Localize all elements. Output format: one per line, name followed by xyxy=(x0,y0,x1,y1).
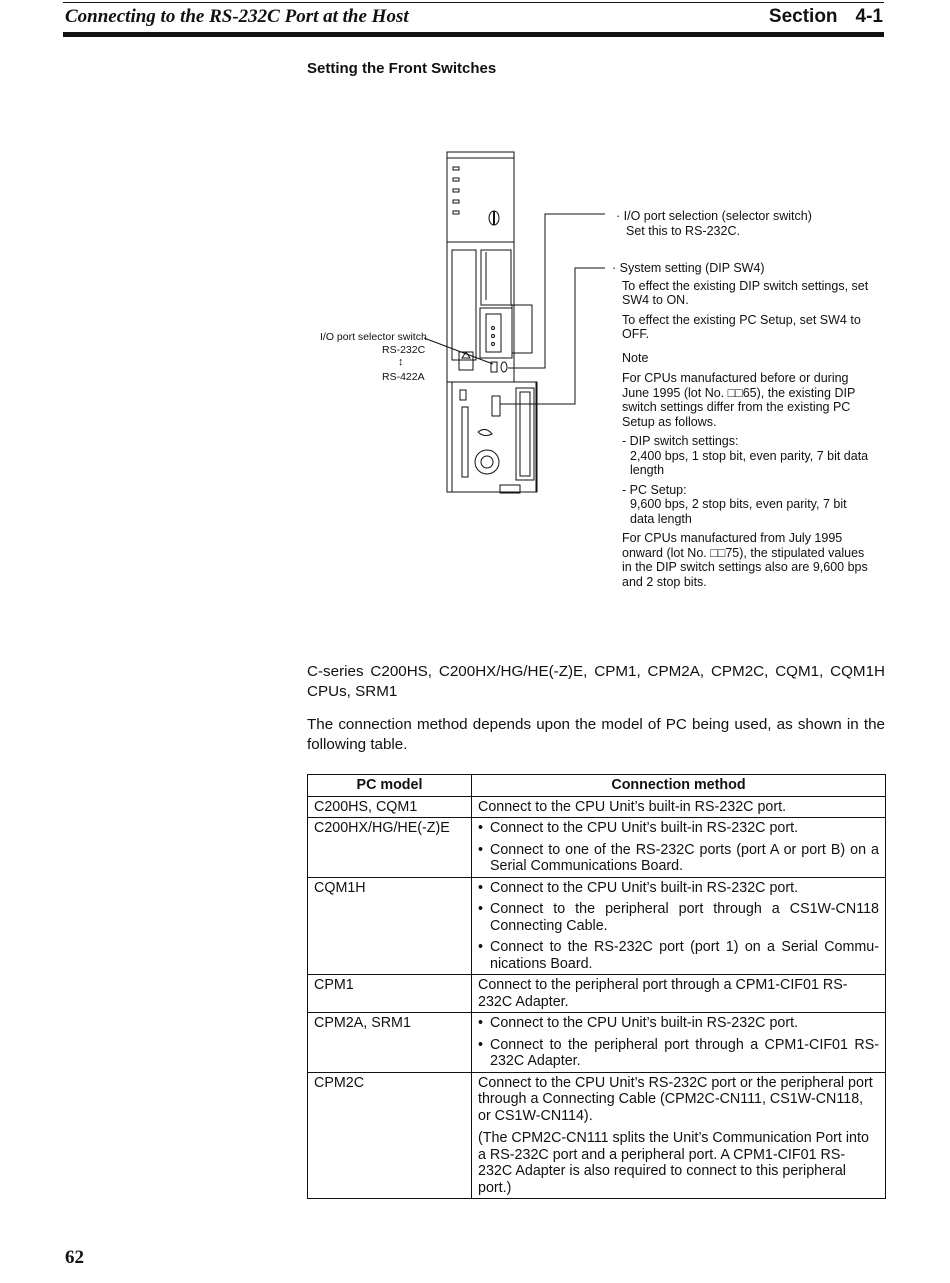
bullet-icon: • xyxy=(478,901,484,917)
subheading: Setting the Front Switches xyxy=(307,60,497,77)
bullet-text: Connect to the RS-232C port (port 1) on a Serial Commu-nications Board. xyxy=(490,939,879,972)
callout1-text: Set this to RS-232C. xyxy=(626,223,740,238)
bullet-text: Connect to the peripheral port through a CPM1-CIF01 RS-232C Adapter. xyxy=(490,1036,879,1069)
model-cell: C200HX/HG/HE(-Z)E xyxy=(308,818,472,878)
table-row xyxy=(308,975,886,1013)
table-row xyxy=(308,1013,886,1073)
callout2-title: System setting (DIP SW4) xyxy=(619,261,765,275)
bullet-icon: • xyxy=(478,820,484,836)
callout2-note-label: Note xyxy=(622,350,649,365)
models-heading: C-series C200HS, C200HX/HG/HE(-Z)E, CPM1, CPM2A, CPM2C, CQM1, CQM1H CPUs, SRM1 xyxy=(307,663,885,700)
section-word: Section xyxy=(768,6,838,27)
callout1-title: I/O port selection (selector switch) xyxy=(623,209,812,223)
callout2-note-text: For CPUs manufactured before or during June 1995 (lot No. □□65), the existing DIP switch settings differ from the existing PC Setup as follows. xyxy=(622,371,856,429)
method-cell xyxy=(472,818,886,878)
method-cell xyxy=(472,877,886,975)
connection-table xyxy=(307,774,886,1199)
label-rs232c: RS-232C xyxy=(382,344,426,356)
table-header-row xyxy=(308,775,886,797)
section-number: 4-1 xyxy=(855,6,883,27)
callout2-p2: To effect the existing PC Setup, set SW4 to OFF. xyxy=(622,312,861,341)
callout2-item2-title: - PC Setup: xyxy=(622,482,687,497)
bullet-icon: • xyxy=(478,1036,484,1053)
model-cell: CPM1 xyxy=(308,975,472,1013)
method-cell: Connect to the CPU Unit’s built-in RS-232C port. xyxy=(472,796,886,818)
method-paragraph: Connect to the CPU Unit’s RS-232C port or the peripheral port through a Connecting Cable (CPM2C-CN111, CS1W-CN118, or CS1W-CN114). xyxy=(478,1074,873,1124)
method-paragraph: (The CPM2C-CN111 splits the Unit’s Communication Port into a RS-232C port and a peripheral port. A CPM1-CIF01 RS-232C Adapter is also required to connect to this peripheral port.) xyxy=(478,1130,869,1196)
callout-io-port: · I/O port selection (selector switch) Set this to RS-232C. xyxy=(616,209,876,238)
label-arrow: ↕ xyxy=(398,356,404,368)
callout2-p1: To effect the existing DIP switch settings, set SW4 to ON. xyxy=(622,278,869,307)
cpu-top-block xyxy=(447,152,514,242)
model-cell: CPM2C xyxy=(308,1072,472,1199)
callout-dip-sw4: · System setting (DIP SW4) To effect the existing DIP switch settings, set SW4 to ON. To effect the existing PC Setup, set SW4 to OFF. Note For CPUs manufactured before or during June 1995 (lot No. □□65), the existing DIP switch settings differ from the existing PC Setup as follows. - DIP switch settings: 2,400 bps, 1 stop bit, even parity, 7 bit data length - PC Setup: 9,600 bps, 2 stop bits, even parity, 7 bit data length For CPUs manufactured from July 1995 onward (lot No. □□75), the stipulated values in the DIP switch settings also are 9,600 bps and 2 stop bits. xyxy=(612,261,872,589)
bullet-icon: • xyxy=(478,939,484,955)
intro-paragraph: The connection method depends upon the model of PC being used, as shown in the following table. xyxy=(307,716,885,753)
label-selector-switch: I/O port selector switch xyxy=(320,331,427,343)
method-cell xyxy=(472,1072,886,1199)
model-cell: CQM1H xyxy=(308,877,472,975)
header-connection-method: Connection method xyxy=(472,775,886,797)
header-pc-model: PC model xyxy=(308,775,472,797)
page-number: 62 xyxy=(65,1247,84,1268)
bullet-icon: • xyxy=(478,1015,484,1031)
bullet-text: Connect to the CPU Unit’s built-in RS-232C port. xyxy=(490,1015,799,1031)
bullet-text: Connect to the peripheral port through a CS1W-CN118 Connecting Cable. xyxy=(490,901,879,934)
table-row xyxy=(308,1072,886,1199)
bullet-text: Connect to one of the RS-232C ports (port A or port B) on a Serial Communications Board. xyxy=(490,841,879,874)
table-row xyxy=(308,877,886,975)
table-row xyxy=(308,796,886,818)
model-cell: CPM2A, SRM1 xyxy=(308,1013,472,1073)
label-rs422a: RS-422A xyxy=(382,371,425,383)
method-cell xyxy=(472,1013,886,1073)
bullet-icon: • xyxy=(478,879,484,896)
header-title: Connecting to the RS-232C Port at the Host xyxy=(65,6,409,27)
bullet-text: Connect to the CPU Unit’s built-in RS-232C port. xyxy=(490,879,799,896)
table-row xyxy=(308,818,886,878)
callout2-item1-text: 2,400 bps, 1 stop bit, even parity, 7 bit data length xyxy=(630,448,869,477)
method-cell: Connect to the peripheral port through a CPM1-CIF01 RS-232C Adapter. xyxy=(472,975,886,1013)
model-cell: C200HS, CQM1 xyxy=(308,796,472,818)
callout2-last-text: For CPUs manufactured from July 1995 onward (lot No. □□75), the stipulated values in the DIP switch settings also are 9,600 bps and 2 stop bits. xyxy=(622,531,868,589)
bullet-text: Connect to the CPU Unit’s built-in RS-232C port. xyxy=(490,820,799,836)
callout2-item1-title: - DIP switch settings: xyxy=(622,434,739,448)
bullet-icon: • xyxy=(478,841,484,858)
callout2-item2-text: 9,600 bps, 2 stop bits, even parity, 7 bit data length xyxy=(630,497,847,526)
